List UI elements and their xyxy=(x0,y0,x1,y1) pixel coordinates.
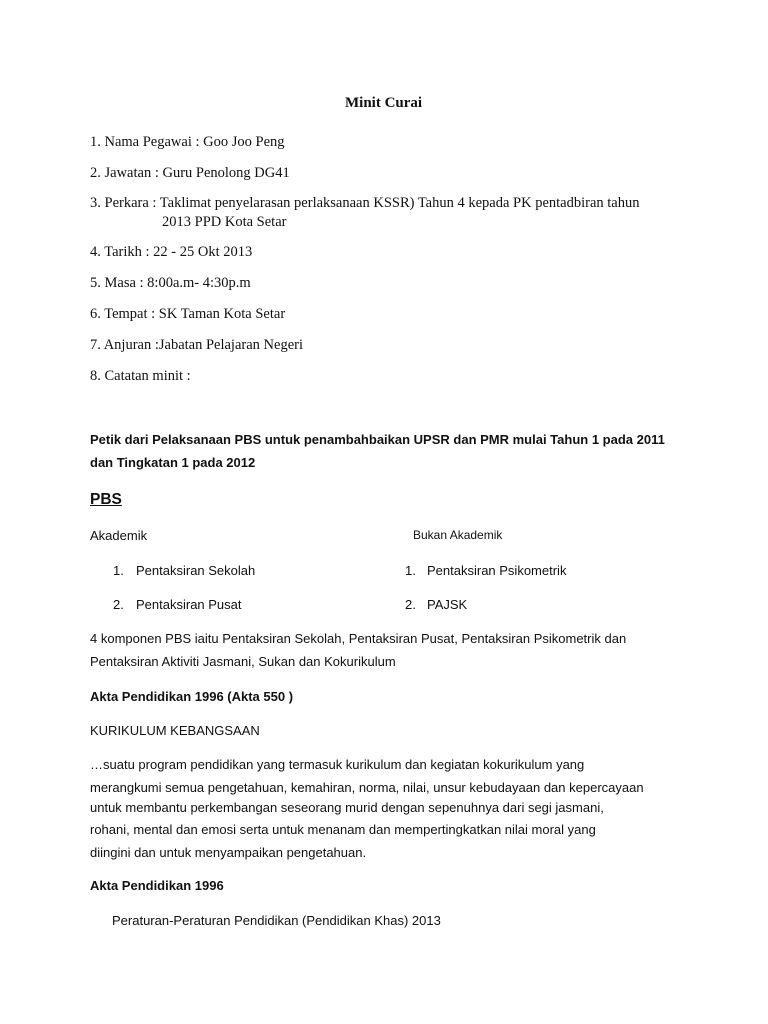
quote-line-4: rohani, mental dan emosi serta untuk menanam dan mempertingkatkan nilai moral yang xyxy=(90,822,596,837)
field-tarikh: 4. Tarikh : 22 - 25 Okt 2013 xyxy=(90,244,253,260)
akta-pendidikan-1996-heading: Akta Pendidikan 1996 xyxy=(90,878,224,893)
field-nama-pegawai: 1. Nama Pegawai : Goo Joo Peng xyxy=(90,134,285,150)
bukan-akademik-item-1: Pentaksiran Psikometrik xyxy=(427,563,567,578)
peraturan-line: Peraturan-Peraturan Pendidikan (Pendidikan Khas) 2013 xyxy=(112,913,441,928)
pbs-heading: PBS xyxy=(90,491,122,508)
akta-pendidikan-550-heading: Akta Pendidikan 1996 (Akta 550 ) xyxy=(90,689,294,704)
bukan-akademik-item-2: PAJSK xyxy=(427,597,468,612)
kurikulum-kebangsaan-heading: KURIKULUM KEBANGSAAN xyxy=(90,723,260,738)
bukan-akademik-item-1-number: 1. xyxy=(405,563,416,578)
komponen-line-2: Pentaksiran Aktiviti Jasmani, Sukan dan Kokurikulum xyxy=(90,654,396,669)
field-jawatan: 2. Jawatan : Guru Penolong DG41 xyxy=(90,165,290,181)
field-perkara-continuation: 2013 PPD Kota Setar xyxy=(162,214,287,230)
field-perkara: 3. Perkara : Taklimat penyelarasan perlaksanaan KSSR) Tahun 4 kepada PK pentadbiran tahun xyxy=(90,195,640,211)
quote-line-5: diingini dan untuk menyampaikan pengetahuan. xyxy=(90,845,367,860)
bukan-akademik-heading: Bukan Akademik xyxy=(413,528,503,542)
akademik-item-2: Pentaksiran Pusat xyxy=(136,597,242,612)
akademik-item-1: Pentaksiran Sekolah xyxy=(136,563,256,578)
quote-line-3: untuk membantu perkembangan seseorang murid dengan sepenuhnya dari segi jasmani, xyxy=(90,800,604,815)
field-anjuran: 7. Anjuran :Jabatan Pelajaran Negeri xyxy=(90,337,303,353)
document-title: Minit Curai xyxy=(345,95,423,111)
quote-line-1: …suatu program pendidikan yang termasuk kurikulum dan kegiatan kokurikulum yang xyxy=(90,757,585,772)
komponen-line-1: 4 komponen PBS iaitu Pentaksiran Sekolah, Pentaksiran Pusat, Pentaksiran Psikometrik dan xyxy=(90,631,627,646)
bukan-akademik-item-2-number: 2. xyxy=(405,597,416,612)
quote-line-2: merangkumi semua pengetahuan, kemahiran, norma, nilai, unsur kebudayaan dan kepercayaan xyxy=(90,780,644,795)
akademik-heading: Akademik xyxy=(90,528,148,543)
intro-line-1: Petik dari Pelaksanaan PBS untuk penambahbaikan UPSR dan PMR mulai Tahun 1 pada 2011 xyxy=(90,432,665,447)
akademik-item-1-number: 1. xyxy=(113,563,124,578)
intro-line-2: dan Tingkatan 1 pada 2012 xyxy=(90,455,256,470)
akademik-item-2-number: 2. xyxy=(113,597,124,612)
field-tempat: 6. Tempat : SK Taman Kota Setar xyxy=(90,306,286,322)
field-masa: 5. Masa : 8:00a.m- 4:30p.m xyxy=(90,275,251,291)
field-catatan-minit: 8. Catatan minit : xyxy=(90,368,191,384)
